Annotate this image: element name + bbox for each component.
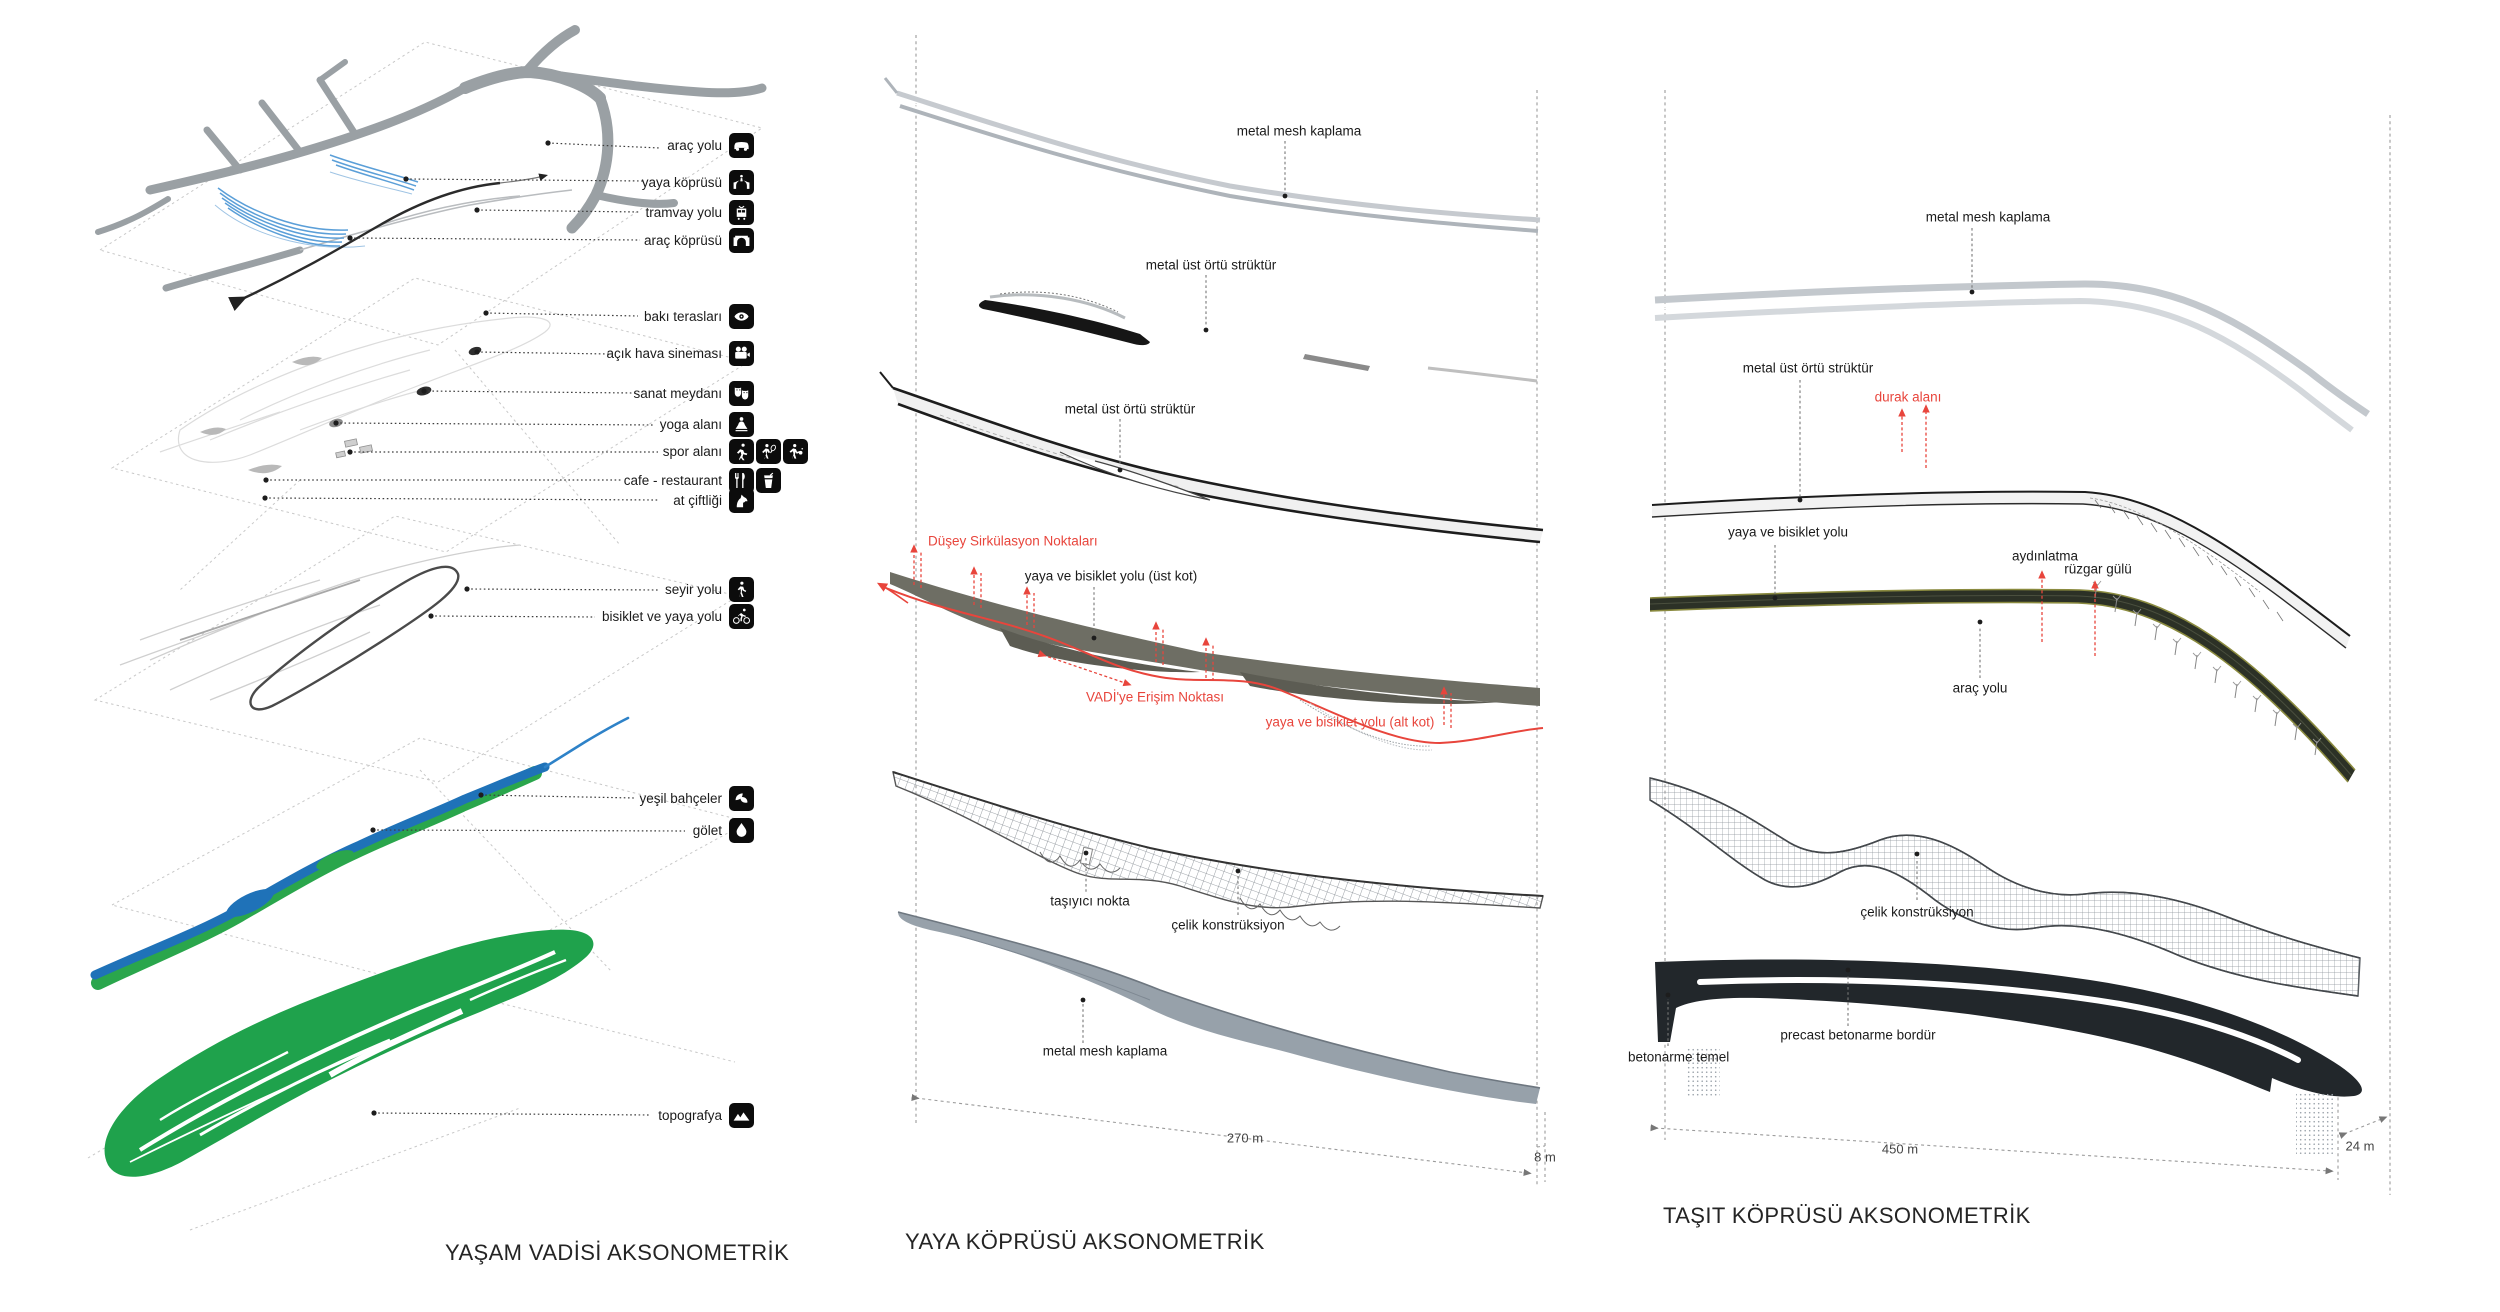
drink-icon [756, 468, 781, 493]
m-label-celik: çelik konstrüksiyon [1171, 917, 1285, 933]
legend-row-at-ciftligi [462, 487, 754, 514]
tram-line [240, 183, 500, 300]
legend-label: at çiftliği [673, 493, 722, 508]
legend-label: spor alanı [662, 444, 722, 459]
legend-label: yeşil bahçeler [639, 791, 722, 806]
legend-row-golet [462, 817, 754, 844]
r-label-celik: çelik konstrüksiyon [1860, 904, 1974, 920]
legend-row-acik-hava-sinemasi [462, 340, 754, 367]
legend-label: cafe - restaurant [623, 473, 722, 488]
title-life-valley: YAŞAM VADİSİ AKSONOMETRİK [445, 1240, 790, 1265]
legend-row-yoga-alani [462, 411, 754, 438]
droplet-icon [729, 818, 754, 843]
layer-roads [98, 30, 762, 300]
legend-row-yesil-bahceler [462, 785, 754, 812]
vehicle-bridge-diagram [1650, 90, 2390, 1195]
r-label-yaya-bisiklet: yaya ve bisiklet yolu [1727, 524, 1849, 540]
m-truss [893, 772, 1543, 930]
title-pedestrian-bridge: YAYA KÖPRÜSÜ AKSONOMETRİK [905, 1229, 1265, 1254]
m-label-ust-ortu-2: metal üst örtü strüktür [1064, 401, 1196, 417]
legend-row-yaya-koprusu [462, 169, 754, 196]
r-label-precast: precast betonarme bordür [1780, 1027, 1936, 1043]
legend-label: yoga alanı [659, 417, 722, 432]
tennis-icon [756, 439, 781, 464]
leaders-right [1668, 228, 1980, 1046]
r-label-arac-yolu: araç yolu [1952, 680, 2008, 696]
m-ust-ortu-2 [880, 372, 1543, 542]
car-icon [729, 133, 754, 158]
legend-row-spor-alani [462, 438, 808, 465]
legend-label: bakı terasları [643, 309, 722, 324]
legend-label: tramvay yolu [645, 205, 722, 220]
m-mesh-bottom [898, 912, 1540, 1104]
m-label-vadi-erisim: VADİ'ye Erişim Noktası [1085, 689, 1225, 705]
legend-row-arac-yolu [462, 132, 754, 159]
r-label-mesh-top: metal mesh kaplama [1925, 209, 2051, 225]
r-dim-width: 24 m [2345, 1138, 2375, 1154]
r-label-aydinlatma: aydınlatma [2011, 548, 2079, 564]
title-vehicle-bridge: TAŞIT KÖPRÜSÜ AKSONOMETRİK [1663, 1203, 2031, 1228]
legend-label: sanat meydanı [633, 386, 722, 401]
program-spots [328, 345, 482, 457]
pedestrian-bridge-diagram [880, 35, 1545, 1185]
legend-row-bisiklet-yaya-yolu [462, 603, 754, 630]
car-bridge-icon [729, 228, 754, 253]
runner-icon [729, 439, 754, 464]
cyclist-icon [729, 604, 754, 629]
pedestrian-bridge-icon [729, 170, 754, 195]
tram-icon [729, 200, 754, 225]
legend-row-arac-koprusu [462, 227, 754, 254]
m-mesh-top [885, 78, 1540, 231]
m-dim-width: 8 m [1534, 1149, 1556, 1165]
tabletennis-icon [783, 439, 808, 464]
legend-label: açık hava sineması [606, 346, 722, 361]
eye-icon [729, 304, 754, 329]
leaves-icon [729, 786, 754, 811]
legend-row-topografya [462, 1102, 754, 1129]
cinema-icon [729, 341, 754, 366]
yoga-icon [729, 412, 754, 437]
seyir-loop [250, 567, 458, 710]
layer-topography [105, 930, 594, 1177]
m-label-dusey-sirkulasyon: Düşey Sirkülasyon Noktaları [928, 533, 1098, 549]
theater-masks-icon [729, 381, 754, 406]
r-mesh-top [1655, 284, 2368, 430]
legend-label: araç köprüsü [643, 233, 722, 248]
r-label-ust-ortu: metal üst örtü strüktür [1742, 360, 1874, 376]
legend-row-baki-teraslari [462, 303, 754, 330]
m-label-ust-kot: yaya ve bisiklet yolu (üst kot) [1024, 568, 1198, 584]
r-label-temel: betonarme temel [1628, 1049, 1730, 1065]
legend-label: bisiklet ve yaya yolu [601, 609, 722, 624]
legend-label: topografya [658, 1108, 722, 1123]
m-label-ust-ortu-1: metal üst örtü strüktür [1145, 257, 1277, 273]
m-label-mesh-top: metal mesh kaplama [1236, 123, 1362, 139]
m-walkway-deck [881, 548, 1543, 750]
r-dark-bridge [1655, 959, 2362, 1154]
legend-label: seyir yolu [664, 582, 722, 597]
legend-row-tramvay-yolu [462, 199, 754, 226]
mountain-icon [729, 1103, 754, 1128]
r-ust-ortu [1652, 492, 2350, 648]
r-dim-length: 450 m [1881, 1141, 1919, 1157]
m-ust-ortu-1 [979, 292, 1537, 381]
m-label-mesh-bottom: metal mesh kaplama [1042, 1043, 1168, 1059]
m-label-tasiyici: taşıyıcı nokta [1050, 893, 1130, 909]
layer-paths [120, 545, 520, 709]
m-dim-length: 270 m [1226, 1130, 1264, 1146]
legend-label: araç yolu [667, 138, 722, 153]
m-label-alt-kot: yaya ve bisiklet yolu (alt kot) [1265, 714, 1435, 730]
legend-label: gölet [692, 823, 722, 838]
footing-hatch-right [2296, 1092, 2336, 1154]
legend-row-seyir-yolu [462, 576, 754, 603]
r-label-ruzgar: rüzgar gülü [2064, 561, 2132, 577]
walker-icon [729, 577, 754, 602]
horse-icon [729, 488, 754, 513]
legend-row-sanat-meydani [462, 380, 754, 407]
r-label-durak: durak alanı [1874, 389, 1942, 405]
legend-label: yaya köprüsü [641, 175, 722, 190]
red-arrows-right [1902, 408, 2095, 656]
